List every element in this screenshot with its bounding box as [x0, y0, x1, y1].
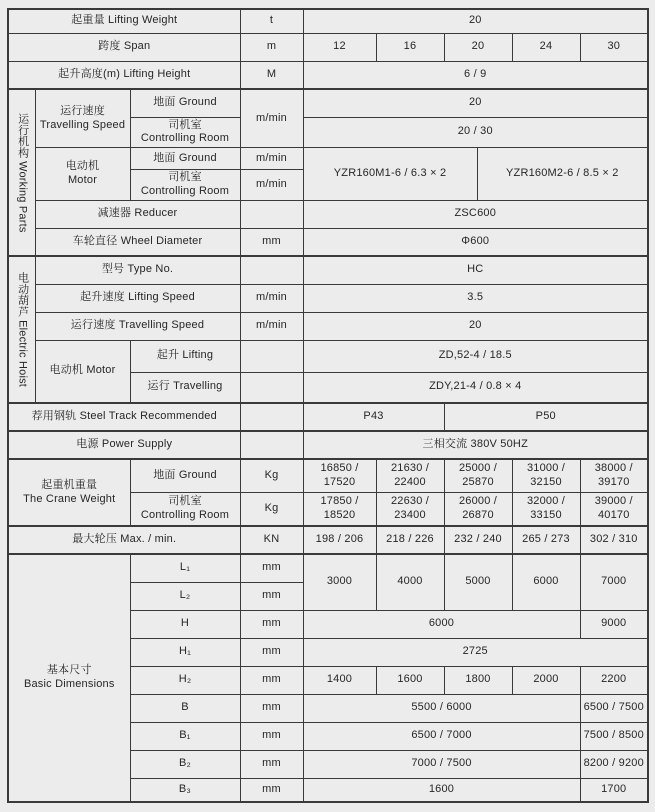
span-value-3: 20	[444, 33, 512, 61]
max-wheel-pressure-label: 最大轮压 Max. / min.	[8, 526, 240, 554]
crane-weight-cab-value-3: 26000 / 26870	[444, 492, 512, 526]
hoist-travelling-speed-unit: m/min	[240, 312, 303, 340]
dim-l-value-4: 6000	[512, 554, 580, 610]
crane-weight-cab-unit: Kg	[240, 492, 303, 526]
max-wheel-pressure-value-3: 232 / 240	[444, 526, 512, 554]
row-wheel-diameter	[8, 228, 648, 256]
power-supply-value: 三相交流 380V 50HZ	[303, 431, 648, 459]
dim-h2-value-1: 1400	[303, 666, 376, 694]
power-supply-label: 电源 Power Supply	[8, 431, 240, 459]
dim-b1-label: B₁	[130, 722, 240, 750]
max-wheel-pressure-value-1: 198 / 206	[303, 526, 376, 554]
crane-weight-ground-unit: Kg	[240, 459, 303, 492]
dim-h2-value-4: 2000	[512, 666, 580, 694]
crane-weight-ground-value-3: 25000 / 25870	[444, 459, 512, 492]
dim-b3-label: B₃	[130, 778, 240, 802]
dim-b2-value-1: 7000 / 7500	[303, 750, 580, 778]
row-crane-weight-ground	[8, 459, 648, 492]
wheel-diameter-unit: mm	[240, 228, 303, 256]
motor-ground-unit: m/min	[240, 148, 303, 170]
crane-weight-ground-value-5: 38000 / 39170	[580, 459, 648, 492]
dim-l-value-1: 3000	[303, 554, 376, 610]
wheel-diameter-value: Φ600	[303, 228, 648, 256]
dim-h2-value-2: 1600	[376, 666, 444, 694]
row-lifting-weight	[8, 9, 648, 33]
travelling-speed-cab-label: 司机室 Controlling Room	[130, 117, 240, 148]
reducer-value: ZSC600	[303, 200, 648, 228]
row-power-supply	[8, 431, 648, 459]
dim-l-value-2: 4000	[376, 554, 444, 610]
dim-b2-unit: mm	[240, 750, 303, 778]
crane-weight-ground-value-4: 31000 / 32150	[512, 459, 580, 492]
crane-weight-ground-value-1: 16850 / 17520	[303, 459, 376, 492]
working-parts-section-label	[8, 89, 35, 256]
dim-b1-value-2: 7500 / 8500	[580, 722, 648, 750]
row-max-wheel-pressure	[8, 526, 648, 554]
dim-b2-value-2: 8200 / 9200	[580, 750, 648, 778]
hoist-motor-travelling-value: ZDY,21-4 / 0.8 × 4	[303, 372, 648, 403]
dim-b1-value-1: 6500 / 7000	[303, 722, 580, 750]
row-hoist-lifting-speed	[8, 284, 648, 312]
electric-hoist-zh: 电动葫芦	[16, 271, 29, 317]
travelling-speed-unit: m/min	[240, 89, 303, 148]
spec-table	[7, 8, 649, 803]
dim-h1-value: 2725	[303, 638, 648, 666]
type-no-value: HC	[303, 256, 648, 284]
lifting-height-value: 6 / 9	[303, 61, 648, 89]
max-wheel-pressure-value-5: 302 / 310	[580, 526, 648, 554]
dim-b2-label: B₂	[130, 750, 240, 778]
hoist-motor-travelling-unit	[240, 372, 303, 403]
crane-weight-cab-value-1: 17850 / 18520	[303, 492, 376, 526]
hoist-motor-lifting-unit	[240, 340, 303, 372]
lifting-weight-label: 起重量 Lifting Weight	[8, 9, 240, 33]
dim-h-unit: mm	[240, 610, 303, 638]
hoist-motor-travelling-label: 运行 Travelling	[130, 372, 240, 403]
steel-track-value-2: P50	[444, 403, 648, 431]
hoist-motor-lifting-value: ZD,52-4 / 18.5	[303, 340, 648, 372]
hoist-travelling-speed-label: 运行速度 Travelling Speed	[35, 312, 240, 340]
dim-b-value-2: 6500 / 7500	[580, 694, 648, 722]
span-value-4: 24	[512, 33, 580, 61]
dim-b3-value-2: 1700	[580, 778, 648, 802]
motor-cab-label: 司机室 Controlling Room	[130, 170, 240, 201]
dim-h2-value-3: 1800	[444, 666, 512, 694]
reducer-label: 减速器 Reducer	[35, 200, 240, 228]
dim-l2-unit: mm	[240, 582, 303, 610]
dim-b3-unit: mm	[240, 778, 303, 802]
dim-b-label: B	[130, 694, 240, 722]
row-hoist-travelling-speed	[8, 312, 648, 340]
row-hoist-motor-lifting	[8, 340, 648, 372]
row-travelling-speed-ground	[8, 89, 648, 117]
dim-b-value-1: 5500 / 6000	[303, 694, 580, 722]
dim-h1-unit: mm	[240, 638, 303, 666]
crane-weight-ground-value-2: 21630 / 22400	[376, 459, 444, 492]
motor-label: 电动机 Motor	[35, 148, 130, 201]
row-steel-track	[8, 403, 648, 431]
dim-l2-label: L₂	[130, 582, 240, 610]
span-value-1: 12	[303, 33, 376, 61]
row-motor-ground	[8, 148, 648, 170]
hoist-motor-lifting-label: 起升 Lifting	[130, 340, 240, 372]
dim-h2-label: H₂	[130, 666, 240, 694]
lifting-weight-unit: t	[240, 9, 303, 33]
row-dim-l1	[8, 554, 648, 582]
row-reducer	[8, 200, 648, 228]
steel-track-label: 荐用钢轨 Steel Track Recommended	[8, 403, 240, 431]
hoist-lifting-speed-value: 3.5	[303, 284, 648, 312]
crane-weight-cab-value-4: 32000 / 33150	[512, 492, 580, 526]
crane-weight-cab-value-2: 22630 / 23400	[376, 492, 444, 526]
crane-weight-ground-label: 地面 Ground	[130, 459, 240, 492]
working-parts-zh: 运行机构	[16, 112, 29, 158]
span-value-5: 30	[580, 33, 648, 61]
type-no-label: 型号 Type No.	[35, 256, 240, 284]
hoist-lifting-speed-unit: m/min	[240, 284, 303, 312]
row-lifting-height	[8, 61, 648, 89]
electric-hoist-en: Electric Hoist	[16, 320, 29, 388]
wheel-diameter-label: 车轮直径 Wheel Diameter	[35, 228, 240, 256]
lifting-height-label: 起升高度(m) Lifting Height	[8, 61, 240, 89]
max-wheel-pressure-value-4: 265 / 273	[512, 526, 580, 554]
span-value-2: 16	[376, 33, 444, 61]
dim-l1-unit: mm	[240, 554, 303, 582]
max-wheel-pressure-value-2: 218 / 226	[376, 526, 444, 554]
dim-h2-unit: mm	[240, 666, 303, 694]
dim-h1-label: H₁	[130, 638, 240, 666]
dim-b-unit: mm	[240, 694, 303, 722]
dim-h-label: H	[130, 610, 240, 638]
motor-cab-unit: m/min	[240, 170, 303, 201]
steel-track-value-1: P43	[303, 403, 444, 431]
travelling-speed-label: 运行速度 Travelling Speed	[35, 89, 130, 148]
power-supply-unit	[240, 431, 303, 459]
electric-hoist-section-label	[8, 256, 35, 403]
motor-value-1: YZR160M1-6 / 6.3 × 2	[303, 148, 477, 201]
motor-ground-label: 地面 Ground	[130, 148, 240, 170]
hoist-lifting-speed-label: 起升速度 Lifting Speed	[35, 284, 240, 312]
row-type-no	[8, 256, 648, 284]
lifting-height-unit: M	[240, 61, 303, 89]
dim-l1-label: L₁	[130, 554, 240, 582]
lifting-weight-value: 20	[303, 9, 648, 33]
hoist-motor-label: 电动机 Motor	[35, 340, 130, 403]
dim-h2-value-5: 2200	[580, 666, 648, 694]
dim-h-value-2: 9000	[580, 610, 648, 638]
crane-weight-label: 起重机重量 The Crane Weight	[8, 459, 130, 526]
type-no-unit	[240, 256, 303, 284]
travelling-speed-ground-label: 地面 Ground	[130, 89, 240, 117]
row-span	[8, 33, 648, 61]
steel-track-unit	[240, 403, 303, 431]
span-unit: m	[240, 33, 303, 61]
span-label: 跨度 Span	[8, 33, 240, 61]
dim-h-value-1: 6000	[303, 610, 580, 638]
travelling-speed-ground-value: 20	[303, 89, 648, 117]
hoist-travelling-speed-value: 20	[303, 312, 648, 340]
working-parts-en: Working Parts	[16, 160, 29, 233]
dim-l-value-3: 5000	[444, 554, 512, 610]
max-wheel-pressure-unit: KN	[240, 526, 303, 554]
travelling-speed-cab-value: 20 / 30	[303, 117, 648, 148]
dim-b3-value-1: 1600	[303, 778, 580, 802]
basic-dimensions-label: 基本尺寸 Basic Dimensions	[8, 554, 130, 802]
dim-l-value-5: 7000	[580, 554, 648, 610]
reducer-unit	[240, 200, 303, 228]
motor-value-2: YZR160M2-6 / 8.5 × 2	[477, 148, 648, 201]
dim-b1-unit: mm	[240, 722, 303, 750]
crane-weight-cab-value-5: 39000 / 40170	[580, 492, 648, 526]
crane-weight-cab-label: 司机室 Controlling Room	[130, 492, 240, 526]
